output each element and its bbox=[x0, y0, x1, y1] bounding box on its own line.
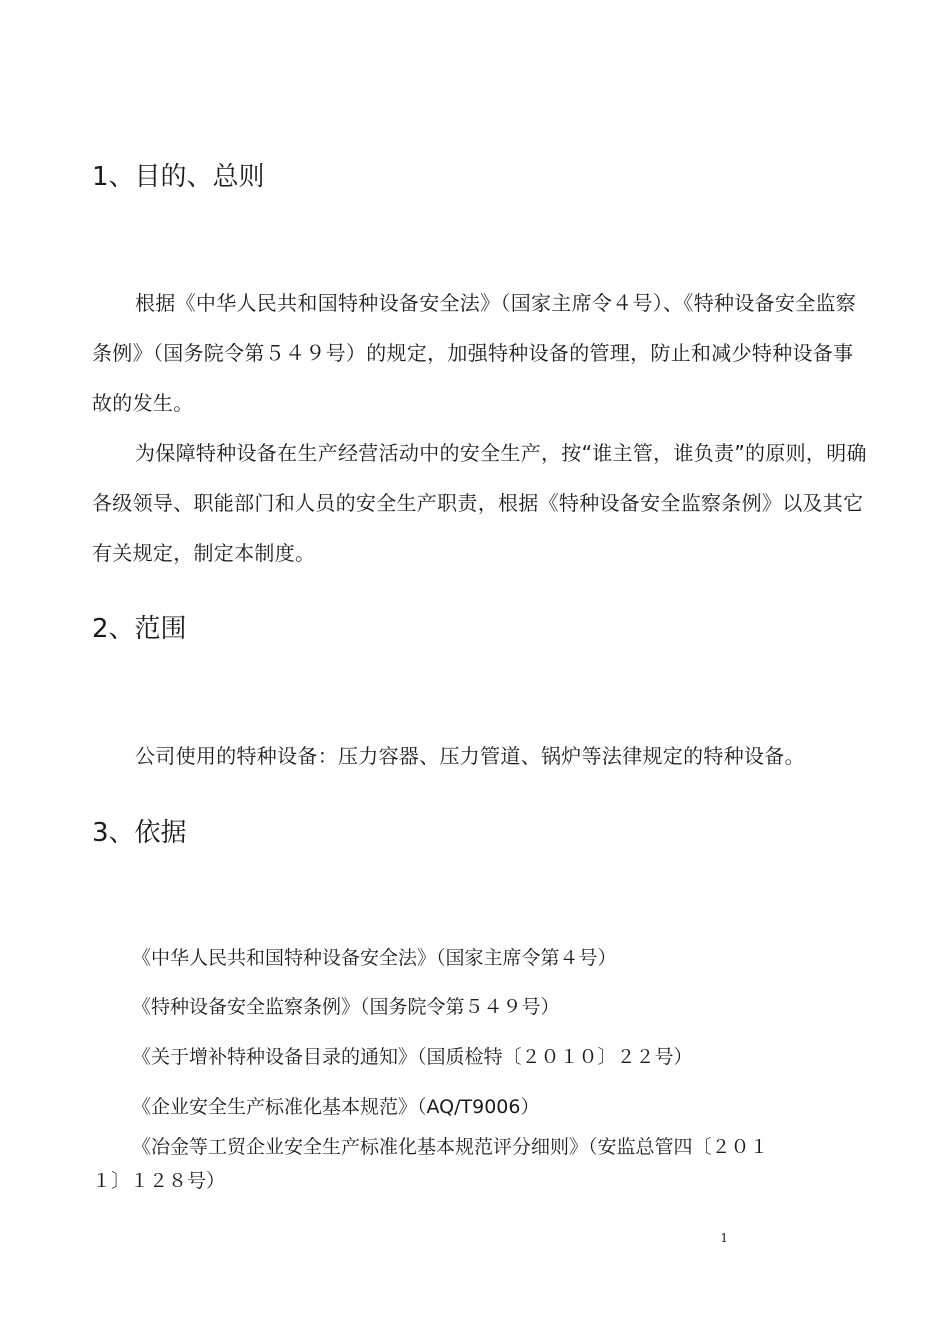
paragraph-scope: 公司使用的特种设备：压力容器、压力管道、锅炉等法律规定的特种设备。 bbox=[135, 744, 805, 768]
reference-item: 《关于增补特种设备目录的通知》（国质检特〔２０１０〕２２号） bbox=[132, 1046, 693, 1068]
section-heading-scope: 2、范围 bbox=[92, 614, 187, 644]
paragraph-responsibility: 为保障特种设备在生产经营活动中的安全生产，按“谁主管，谁负责”的原则，明确各级领导、职能部门和人员的安全生产职责，根据《特种设备安全监察条例》以及其它有关规定，制定本制度。 bbox=[92, 441, 867, 565]
section-heading-basis: 3、依据 bbox=[92, 818, 187, 848]
page-number: 1 bbox=[720, 1231, 728, 1245]
section-heading-purpose: 1、目的、总则 bbox=[92, 162, 265, 192]
paragraph-legal-basis: 根据《中华人民共和国特种设备安全法》（国家主席令４号）、《特种设备安全监察条例》（国务院令第５４９号）的规定，加强特种设备的管理，防止和减少特种设备事故的发生。 bbox=[92, 291, 857, 415]
reference-item: 《企业安全生产标准化基本规范》（AQ/T9006） bbox=[132, 1096, 540, 1118]
reference-item: 《冶金等工贸企业安全生产标准化基本规范评分细则》（安监总管四〔２０１１〕１２８号） bbox=[92, 1136, 769, 1192]
reference-item: 《中华人民共和国特种设备安全法》（国家主席令第４号） bbox=[132, 947, 617, 969]
reference-item: 《特种设备安全监察条例》（国务院令第５４９号） bbox=[132, 996, 560, 1018]
